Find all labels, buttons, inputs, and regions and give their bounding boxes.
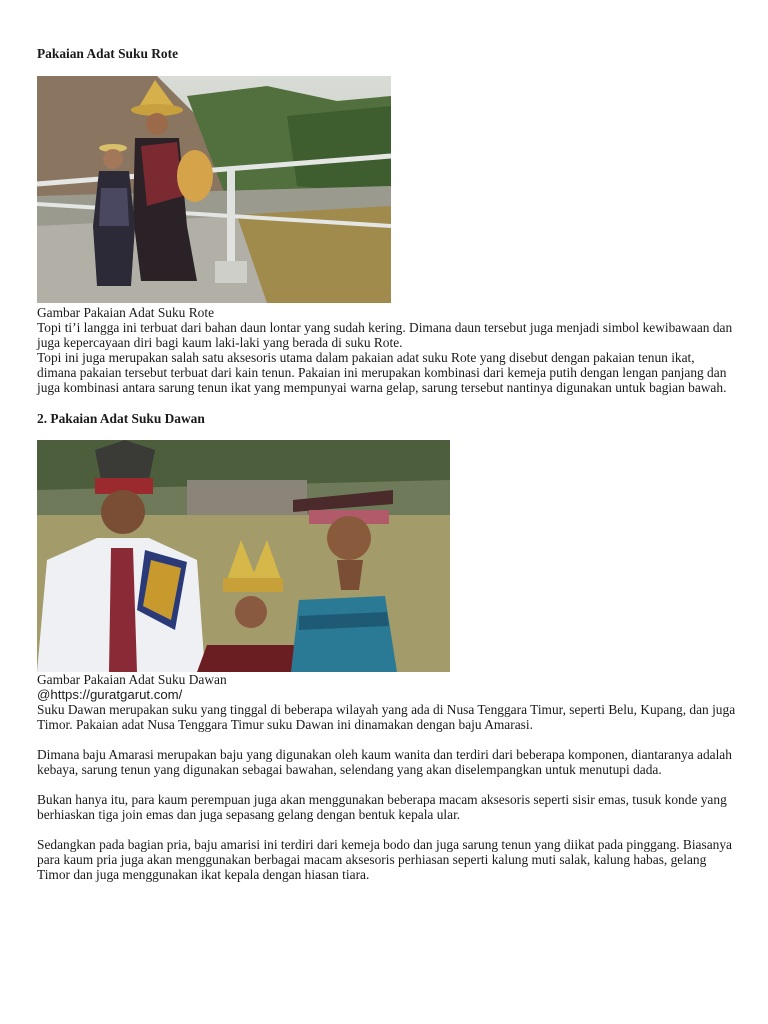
paragraph: Sedangkan pada bagian pria, baju amarisi ini terdiri dari kemeja bodo dan juga sarung tenun yang diikat pada pinggang. Biasanya para kaum pria juga akan menggunakan berbagai macam aksesoris perhiasan seperti kalung muti salak, kalung habas, gelang Timor dan juga menggunakan ikat kepala dengan hiasan tiara.	[37, 837, 732, 882]
figure-caption-dawan: Gambar Pakaian Adat Suku Dawan	[37, 672, 227, 687]
section-heading-rote: Pakaian Adat Suku Rote	[37, 46, 179, 61]
section-heading-dawan: 2. Pakaian Adat Suku Dawan	[37, 411, 205, 426]
paragraph: Topi ti’i langga ini terbuat dari bahan daun lontar yang sudah kering. Dimana daun tersebut juga menjadi simbol kewibawaan dan juga kepercayaan diri bagi kaum laki-laki yang berada di suku Rote.	[37, 320, 733, 350]
paragraph: Dimana baju Amarasi merupakan baju yang digunakan oleh kaum wanita dan terdiri dari beberapa komponen, diantaranya adalah kebaya, sarung tenun yang digunakan sebagai bawahan, selendang yang akan diselempangkan untuk menutupi dada.	[37, 747, 732, 777]
paragraph: Topi ini juga merupakan salah satu aksesoris utama dalam pakaian adat suku Rote yang disebut dengan pakaian tenun ikat, dimana pakaian tersebut terbuat dari kain tenun. Pakaian ini merupakan kombinasi dari kemeja putih dengan lengan panjang dan juga kombinasi antara sarung tenun ikat yang mempunyai warna gelap, sarung tersebut nantinya digunakan untuk bagian bawah.	[37, 350, 727, 395]
section-dawan-text	[37, 672, 737, 882]
paragraph: Suku Dawan merupakan suku yang tinggal di beberapa wilayah yang ada di Nusa Tenggara Timur, seperti Belu, Kupang, dan juga Timor. Pakaian adat Nusa Tenggara Timur suku Dawan ini dinamakan dengan baju Amarasi.	[37, 702, 736, 732]
figure-caption-rote: Gambar Pakaian Adat Suku Rote	[37, 305, 215, 320]
dawan-family-photo	[37, 440, 450, 672]
rote-couple-photo	[37, 76, 391, 303]
paragraph: Bukan hanya itu, para kaum perempuan juga akan menggunakan beberapa macam aksesoris seperti sisir emas, tusuk konde yang berhiaskan tiga join emas dan juga sepasang gelang dengan bentuk kepala ular.	[37, 792, 727, 822]
source-link[interactable]: @https://guratgarut.com/	[37, 687, 183, 702]
section-rote-text	[37, 305, 737, 395]
